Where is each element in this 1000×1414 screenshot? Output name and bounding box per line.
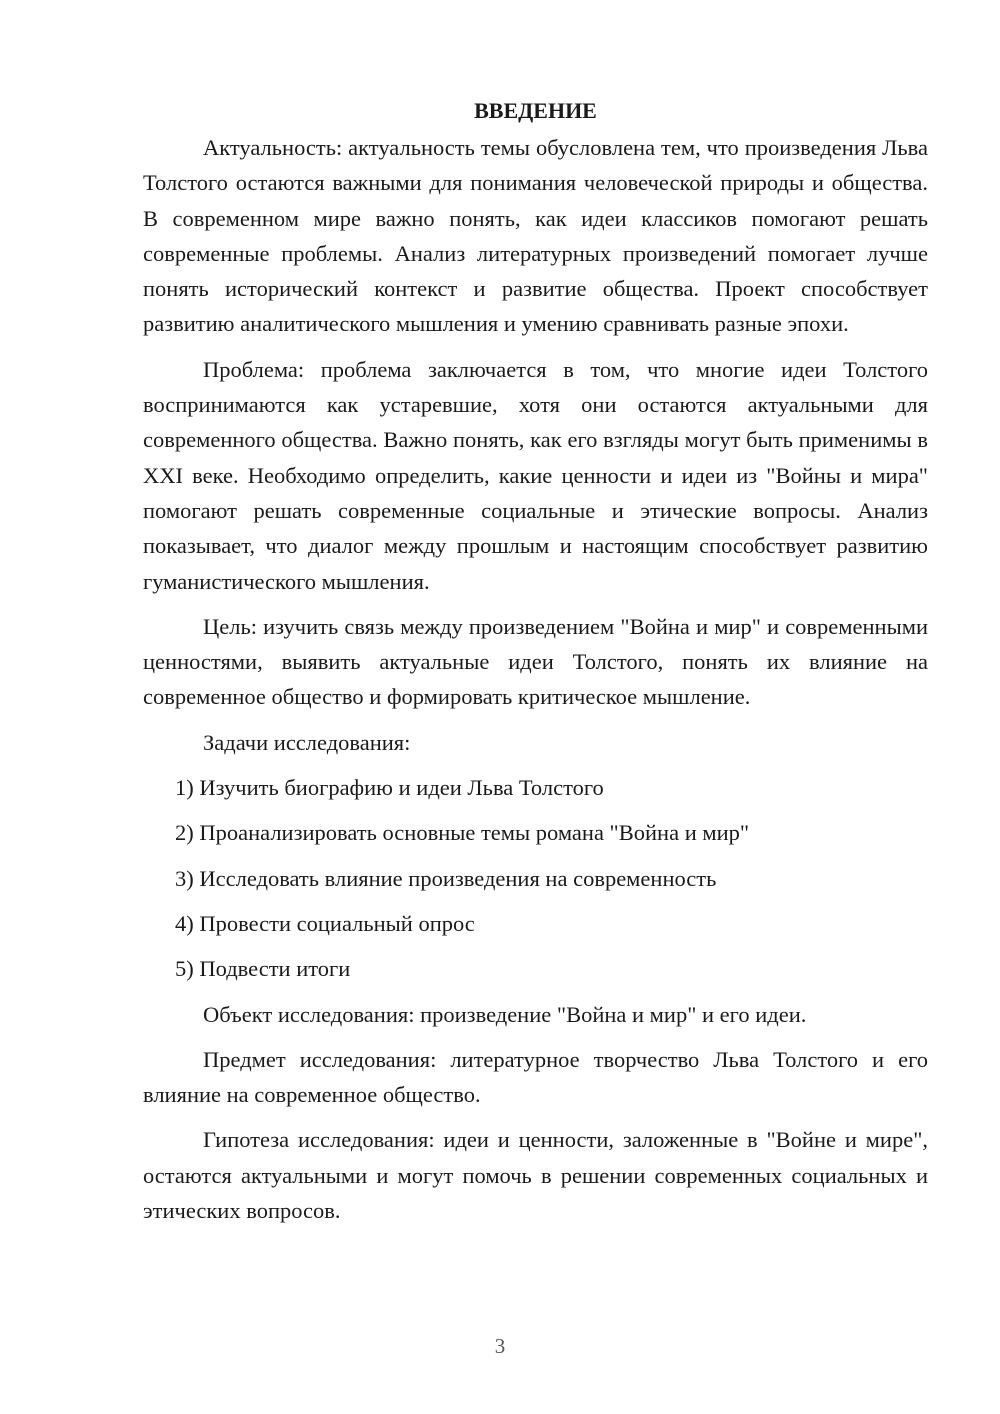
goal-paragraph: Цель: изучить связь между произведением "Война и мир" и современными ценностями, выявить актуальные идеи Толстого, понять их влияние на современное общество и формировать критическое мышление. — [143, 613, 928, 710]
relevance-paragraph: Актуальность: актуальность темы обусловлена тем, что произведения Льва Толстого остаются важными для понимания человеческой природы и общества. В современном мире важно понять, как идеи классиков помогают решать современные проблемы. Анализ литературных произведений помогает лучше понять исторический контекст и развитие общества. Проект способствует развитию аналитического мышления и умению сравнивать разные эпохи. — [143, 135, 928, 337]
document-page — [143, 96, 928, 1238]
task-list — [143, 770, 928, 986]
object-paragraph: Объект исследования: произведение "Война и мир" и его идеи. — [203, 1001, 807, 1027]
page-title: ВВЕДЕНИЕ — [474, 98, 597, 123]
task-item-3: 3) Исследовать влияние произведения на современность — [175, 865, 717, 891]
problem-paragraph: Проблема: проблема заключается в том, что многие идеи Толстого воспринимаются как устаревшие, хотя они остаются актуальными для современного общества. Важно понять, как его взгляды могут быть применимы в XXI веке. Необходимо определить, какие ценности и идеи из "Войны и мира" помогают решать современные социальные и этические вопросы. Анализ показывает, что диалог между прошлым и настоящим способствует развитию гуманистического мышления. — [143, 356, 928, 594]
page-number: 3 — [494, 1334, 506, 1358]
task-item-2: 2) Проанализировать основные темы романа "Война и мир" — [175, 820, 750, 846]
tasks-heading: Задачи исследования: — [203, 729, 411, 755]
task-item-4: 4) Провести социальный опрос — [175, 910, 475, 936]
subject-paragraph: Предмет исследования: литературное творчество Льва Толстого и его влияние на современное общество. — [143, 1046, 928, 1108]
task-item-5: 5) Подвести итоги — [175, 956, 351, 982]
task-item-1: 1) Изучить биографию и идеи Льва Толстого — [175, 775, 604, 801]
hypothesis-paragraph: Гипотеза исследования: идеи и ценности, заложенные в "Войне и мире", остаются актуальными и могут помочь в решении современных социальных и этических вопросов. — [143, 1127, 928, 1224]
